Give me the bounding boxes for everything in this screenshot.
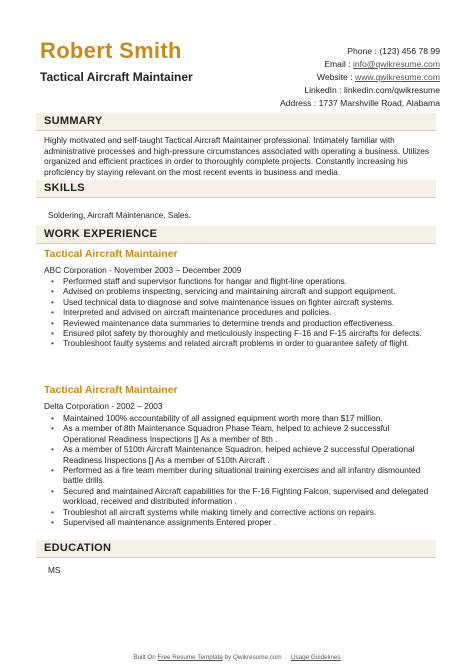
job-meta: ABC Corporation - November 2003 – December 2009	[44, 265, 242, 275]
job-title: Tactical Aircraft Maintainer	[44, 384, 178, 396]
candidate-name: Robert Smith	[40, 38, 182, 63]
qwikresume-link[interactable]: Qwikresume.com	[233, 654, 282, 661]
contact-website	[280, 71, 440, 84]
list-item: • Advised on problems inspecting, servicing and maintaining aircraft and support equipment.	[51, 286, 431, 296]
list-item: • As a member of 8th Maintenance Squadron Phase Team, helped to achieve 2 successful Operational Readiness Inspections [] As a member of 8th .	[51, 423, 431, 444]
summary-heading-text: SUMMARY	[44, 115, 103, 127]
linkedin-label: LinkedIn :	[304, 85, 342, 95]
list-item: • Supervised all maintenance assignments Entered proper .	[51, 517, 431, 527]
skills-heading-text: SKILLS	[44, 182, 85, 194]
summary-text: Highly motivated and self-taught Tactical Aircraft Maintainer professional. Intimately familiar with administrative processes and high-pressure circumstances associated with operating a business. Utilizes organized and efficient practices in order to thoroughly complete projects. Constantly increasing his proficiency by staying relevant on the most recent events in business and media.	[44, 135, 430, 177]
contact-address	[280, 97, 440, 110]
education-heading-text: EDUCATION	[44, 542, 112, 554]
address-value: 1737 Marshville Road, Alabama	[318, 98, 440, 108]
education-text: MS	[48, 565, 61, 575]
job-bullets	[51, 413, 431, 527]
list-item: • Troubleshot all aircraft systems while making timely and corrective actions on repairs.	[51, 507, 431, 517]
footer	[0, 654, 474, 661]
experience-heading-text: WORK EXPERIENCE	[44, 228, 158, 240]
address-label: Address :	[279, 98, 317, 108]
email-label: Email :	[324, 59, 351, 69]
experience-heading	[36, 226, 436, 244]
list-item: • Used technical data to diagnose and solve maintenance issues on fighter aircraft systems.	[51, 297, 431, 307]
skills-heading	[36, 180, 436, 198]
list-item: • As a member of 510th Aircraft Maintenance Squadron, helped achieve 2 successful Operational Readiness Inspections [] As a member of 510th Aircraft .	[51, 444, 431, 465]
contact-phone	[280, 45, 440, 58]
list-item: • Maintained 100% accountability of all assigned equipment worth more than $17 million.	[51, 413, 431, 423]
footer-prefix: Built On	[133, 654, 156, 661]
phone-value: (123) 456 78 99	[379, 46, 440, 56]
job-bullets	[51, 276, 431, 349]
phone-label: Phone :	[347, 46, 377, 56]
usage-guidelines-link[interactable]: Usage Guidelines	[290, 654, 341, 661]
list-item: • Secured and maintained Aircraft capabilities for the F-16 Fighting Falcon, supervised and delegated workload, received and distributed information .	[51, 486, 431, 507]
candidate-title: Tactical Aircraft Maintainer	[40, 70, 193, 84]
summary-heading	[36, 113, 436, 131]
list-item: • Performed as a fire team member during situational training exercises and all infantry dismounted battle drills.	[51, 465, 431, 486]
skills-text: Soldering, Aircraft Maintenance, Sales.	[48, 210, 191, 220]
contact-block	[280, 45, 440, 110]
contact-email	[280, 58, 440, 71]
footer-separator: .	[285, 654, 288, 661]
list-item: • Troubleshoot faulty systems and related aircraft problems in order to guarantee safety of flight.	[51, 338, 431, 348]
free-resume-template-link[interactable]: Free Resume Template	[157, 654, 223, 661]
list-item: • Performed staff and supervisor functions for hangar and flight-line operations.	[51, 276, 431, 286]
list-item: • Interpreted and advised on aircraft maintenance procedures and policies.	[51, 307, 431, 317]
linkedin-value: linkedin.com/qwikresume	[344, 85, 440, 95]
job-title: Tactical Aircraft Maintainer	[44, 248, 178, 260]
website-label: Website :	[316, 72, 353, 82]
website-link[interactable]: www.qwikresume.com	[354, 72, 440, 82]
list-item: • Ensured pilot safety by thoroughly and meticulously inspecting F-16 and F-15 aircrafts for defects.	[51, 328, 431, 338]
footer-mid: by	[224, 654, 232, 661]
list-item: • Reviewed maintenance data summaries to determine trends and production effectiveness.	[51, 318, 431, 328]
contact-linkedin	[280, 84, 440, 97]
email-link[interactable]: info@qwikresume.com	[352, 59, 440, 69]
education-heading	[36, 540, 436, 558]
job-meta: Delta Corporation - 2002 – 2003	[44, 401, 163, 411]
